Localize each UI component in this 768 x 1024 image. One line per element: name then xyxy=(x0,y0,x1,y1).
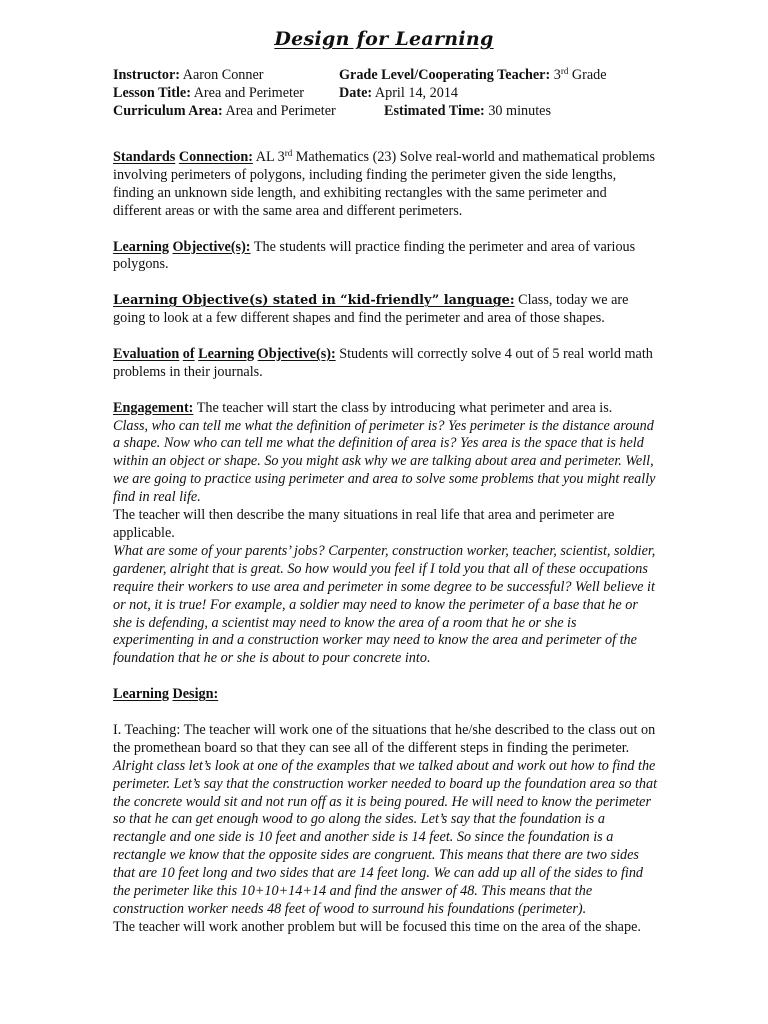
standards-code: AL 3 xyxy=(255,149,285,165)
engagement-intro-text: The teacher will start the class by introducing what perimeter and area is. xyxy=(196,399,613,416)
instructor-label: Instructor: xyxy=(113,67,180,83)
engagement-intro xyxy=(113,400,658,418)
lesson-plan-body xyxy=(113,67,658,937)
standards-connection-section xyxy=(113,149,658,221)
grade-level-field xyxy=(339,67,607,85)
learning-design-heading xyxy=(113,686,658,704)
grade-level-text: Grade xyxy=(571,67,607,83)
estimated-time-value: 30 minutes xyxy=(488,103,551,119)
header-row-lesson xyxy=(113,85,658,103)
document-title: Design for Learning xyxy=(274,28,494,50)
teaching-script: Alright class let’s look at one of the examples that we talked about and work out how to find the perimeter. Let’s say that the construction worker needed to board up the foundation area so that the concrete would sit and not run off as it is being poured. He will need to know the perimeter so that he can get enough wood to go along the sides. Let’s say that the foundation is a rectangle and one side is 10 feet and another side is 14 feet. So since the foundation is a rectangle we know that the opposite sides are congruent. This means that there are two sides that are 10 feet long and two sides that are 14 feet long. We can add up all of the sides to find the perimeter like this 10+10+14+14 and find the answer of 48. This means that the construction worker needs 48 feet of wood to surround his foundations (perimeter). xyxy=(113,757,658,917)
connection-label: Connection: xyxy=(178,149,253,165)
evaluation-section xyxy=(113,346,658,382)
evaluation-learning-label: Learning xyxy=(198,345,255,362)
instructor-value: Aaron Conner xyxy=(182,67,264,83)
learning-objective-section xyxy=(113,239,658,275)
design-label-learning: Learning xyxy=(113,686,169,703)
teaching-closing: The teacher will work another problem but will be focused this time on the area of the shape. xyxy=(113,918,641,935)
teaching-step: I. Teaching: The teacher will work one of the situations that he/she described to the class out on the promethean board so that they can see all of the different steps in finding the perimeter. xyxy=(113,721,656,756)
kid-friendly-text: Class, today we are going to look at a few different shapes and find the perimeter and area of those shapes. xyxy=(113,292,629,327)
kid-friendly-objective-section xyxy=(113,292,658,328)
lesson-title-value: Area and Perimeter xyxy=(193,85,304,101)
evaluation-of-label: of xyxy=(182,345,195,362)
kid-friendly-label: Learning Objective(s) stated in “kid-friendly” language: xyxy=(113,293,515,309)
curriculum-area-label: Curriculum Area: xyxy=(113,103,223,119)
evaluation-label: Evaluation xyxy=(113,345,180,362)
lesson-title-label: Lesson Title: xyxy=(113,85,191,101)
standards-code-suffix: rd xyxy=(284,148,293,158)
engagement-script-2: What are some of your parents’ jobs? Carpenter, construction worker, teacher, scientist, soldier, gardener, alright that is great. So how would you feel if I told you that all of these occupations require their workers to use area and perimeter in some degree to be successful? Well believe it or not, it is true! For example, a soldier may need to know the perimeter of a base that he or she is defending, a scientist may need to know the area of a room that he or she is experimenting in and a construction worker may need to know the area and perimeter of the foundation that he or she is about to pour concrete into. xyxy=(113,542,656,667)
evaluation-objectives-label: Objective(s): xyxy=(257,345,336,362)
date-label: Date: xyxy=(339,85,373,101)
date-field xyxy=(339,85,458,103)
estimated-time-label: Estimated Time: xyxy=(384,103,485,119)
grade-level-label: Grade Level/Cooperating Teacher: xyxy=(339,67,551,83)
evaluation-text: Students will correctly solve 4 out of 5 real world math problems in their journals. xyxy=(113,345,653,380)
standards-text: Mathematics (23) Solve real-world and mathematical problems involving perimeters of polygons, including finding the perimeter given the side lengths, finding an unknown side length, and exhibiting rectangles with the same perimeter and different areas or with the same area and different perimeters. xyxy=(113,149,656,219)
date-value: April 14, 2014 xyxy=(374,85,459,101)
engagement-middle: The teacher will then describe the many situations in real life that area and perimeter are applicable. xyxy=(113,507,615,541)
curriculum-area-value: Area and Perimeter xyxy=(225,103,336,119)
header-row-curriculum xyxy=(113,103,658,121)
objective-label-objectives: Objective(s): xyxy=(172,238,251,255)
design-label-design: Design: xyxy=(172,686,219,703)
standards-label: Standards xyxy=(113,149,176,165)
estimated-time-field xyxy=(384,103,551,121)
engagement-label: Engagement: xyxy=(113,399,194,416)
header-row-instructor xyxy=(113,67,658,85)
engagement-script-1: Class, who can tell me what the definition of perimeter is? Yes perimeter is the distance around a shape. Now who can tell me what the definition of area is? Yes area is the space that is held within an object or shape. So you might ask why we are talking about area and perimeter. Well, we are going to practice using perimeter and area to solve some problems that you might really find in real life. xyxy=(113,417,656,506)
objective-text: The students will practice finding the perimeter and area of various polygons. xyxy=(113,238,636,273)
objective-label-learning: Learning xyxy=(113,238,169,255)
grade-level-number: 3 xyxy=(553,67,561,83)
grade-level-suffix: rd xyxy=(560,66,569,76)
